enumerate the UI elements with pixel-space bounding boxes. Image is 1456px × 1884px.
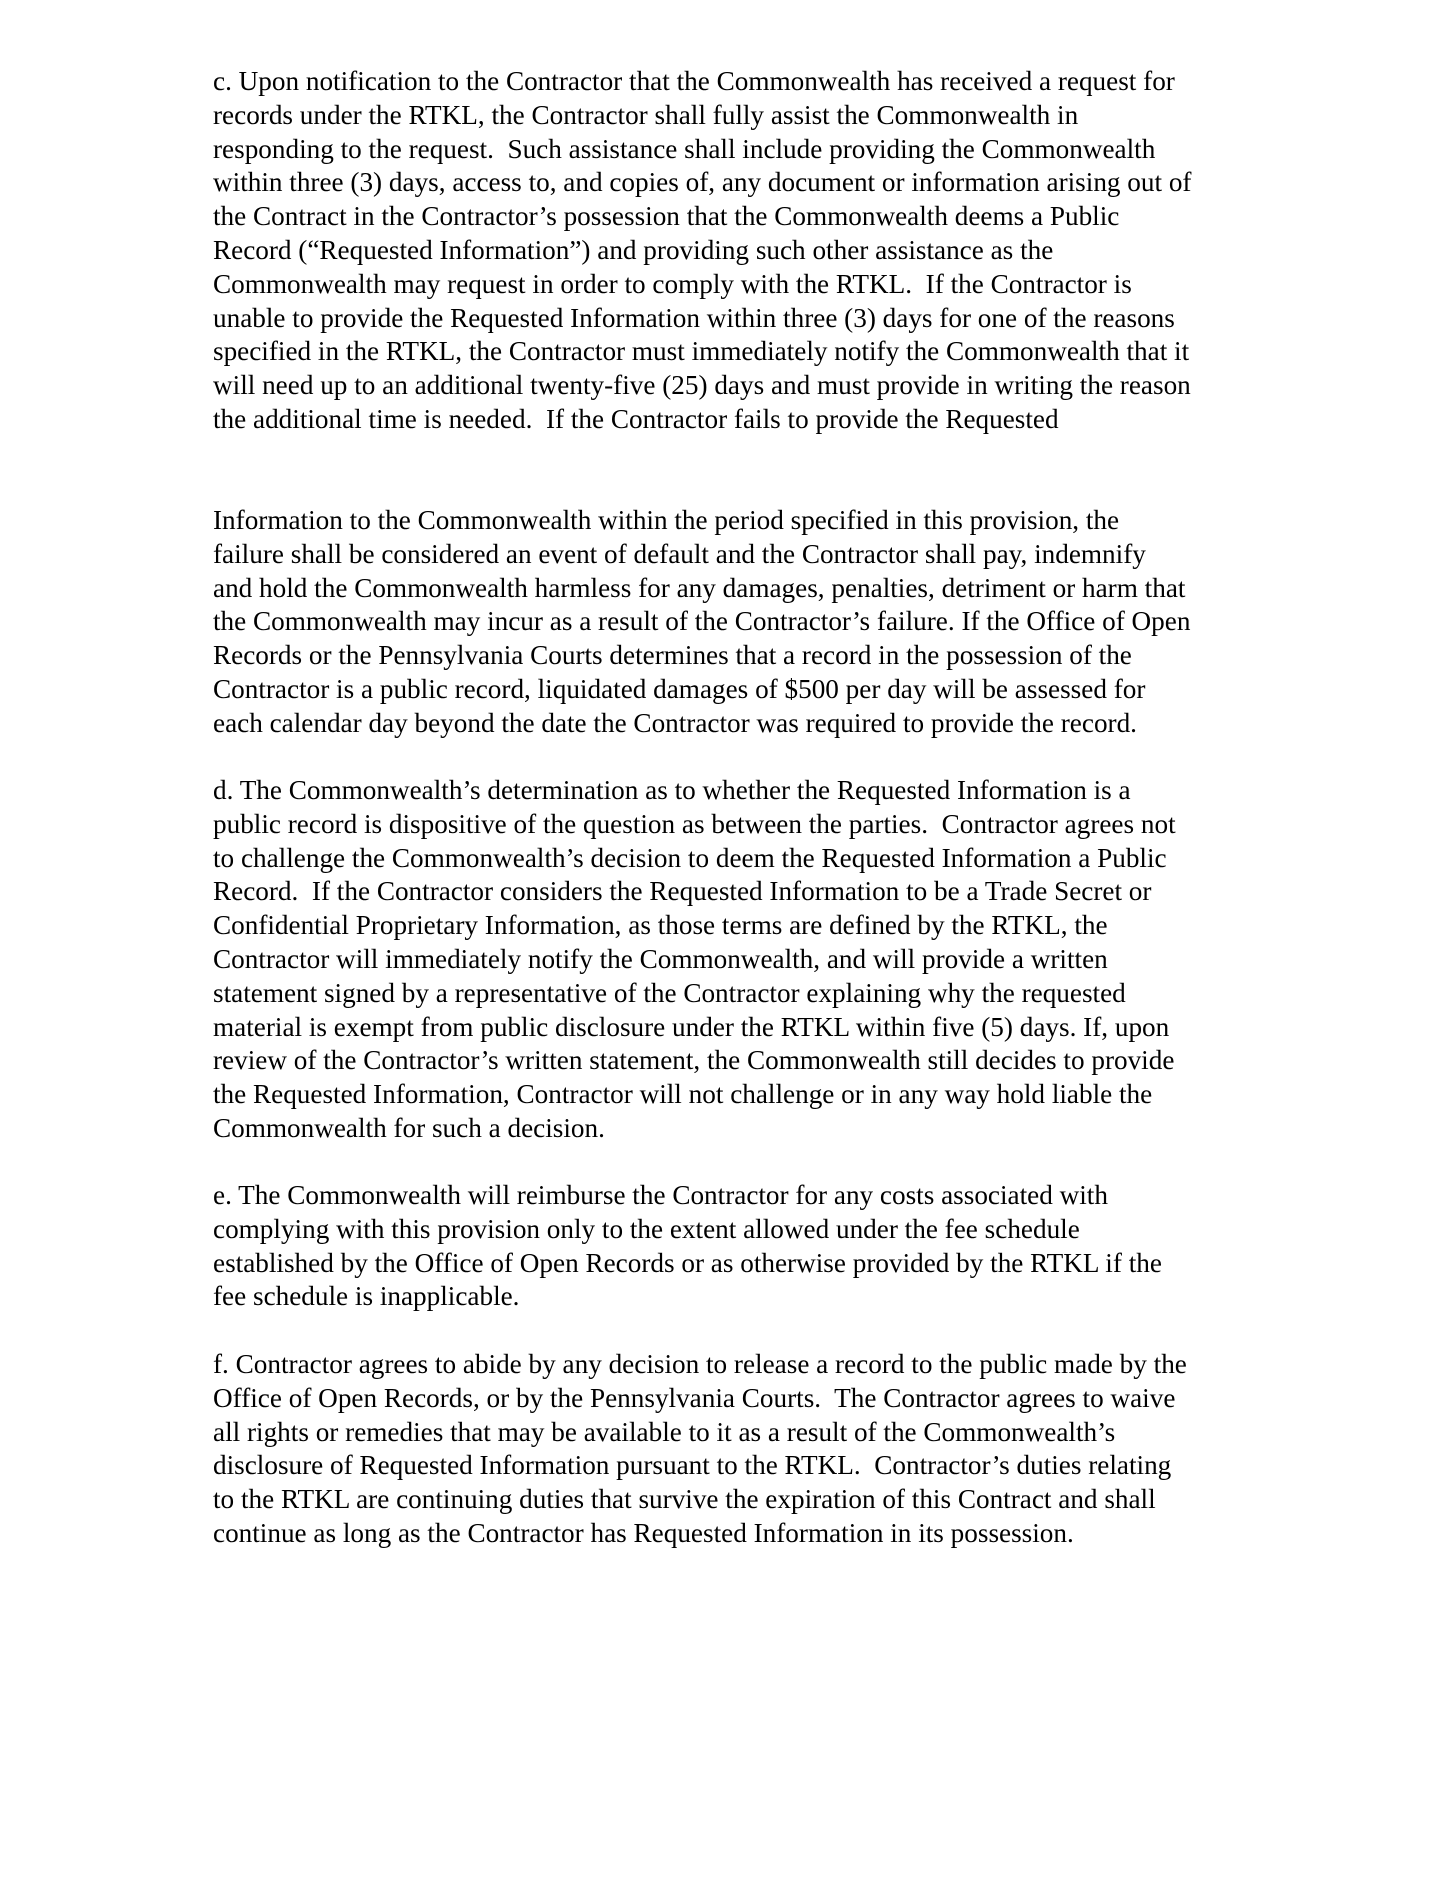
paragraph-line: Contractor will immediately notify the Commonwealth, and will provide a written <box>213 943 1108 974</box>
paragraph-line: Confidential Proprietary Information, as those terms are defined by the RTKL, the <box>213 910 1108 941</box>
paragraph-line: Records or the Pennsylvania Courts determines that a record in the possession of the <box>213 640 1132 671</box>
paragraph-line: complying with this provision only to the extent allowed under the fee schedule <box>213 1213 1080 1244</box>
paragraph-line: Record. If the Contractor considers the Requested Information to be a Trade Secret or <box>213 876 1152 907</box>
paragraph-line: continue as long as the Contractor has Requested Information in its possession. <box>213 1517 1074 1548</box>
paragraph-line: disclosure of Requested Information pursuant to the RTKL. Contractor’s duties relating <box>213 1450 1172 1481</box>
paragraph-line: c. Upon notification to the Contractor that the Commonwealth has received a request for <box>213 66 1175 96</box>
paragraph-line: the Requested Information, Contractor will not challenge or in any way hold liable the <box>213 1079 1153 1110</box>
paragraph-line: Record (“Requested Information”) and providing such other assistance as the <box>213 234 1054 265</box>
paragraph-f <box>213 1348 1253 1551</box>
paragraph-line: Office of Open Records, or by the Pennsylvania Courts. The Contractor agrees to waive <box>213 1382 1176 1413</box>
paragraph-line: public record is dispositive of the question as between the parties. Contractor agrees not <box>213 808 1176 839</box>
paragraph-line: failure shall be considered an event of default and the Contractor shall pay, indemnify <box>213 538 1146 569</box>
paragraph-line: Contractor is a public record, liquidated damages of $500 per day will be assessed for <box>213 673 1146 704</box>
paragraph-line: Commonwealth may request in order to comply with the RTKL. If the Contractor is <box>213 268 1132 299</box>
paragraph-e <box>213 1179 1253 1314</box>
paragraph-line: to the RTKL are continuing duties that survive the expiration of this Contract and shall <box>213 1484 1156 1515</box>
paragraph-line: f. Contractor agrees to abide by any decision to release a record to the public made by the <box>213 1349 1187 1379</box>
paragraph-line: Information to the Commonwealth within the period specified in this provision, the <box>213 505 1120 535</box>
paragraph-line: Commonwealth for such a decision. <box>213 1112 605 1143</box>
paragraph-c-continued <box>213 504 1253 741</box>
paragraph-line: specified in the RTKL, the Contractor must immediately notify the Commonwealth that it <box>213 336 1190 367</box>
paragraph-line: unable to provide the Requested Information within three (3) days for one of the reasons <box>213 302 1175 333</box>
paragraph-line: responding to the request. Such assistance shall include providing the Commonwealth <box>213 133 1156 164</box>
paragraph-c <box>213 65 1253 437</box>
paragraph-line: statement signed by a representative of the Contractor explaining why the requested <box>213 977 1126 1008</box>
paragraph-line: all rights or remedies that may be available to it as a result of the Commonwealth’s <box>213 1416 1116 1447</box>
paragraph-line: material is exempt from public disclosure under the RTKL within five (5) days. If, upon <box>213 1011 1170 1042</box>
paragraph-line: the Commonwealth may incur as a result of the Contractor’s failure. If the Office of Open <box>213 606 1191 637</box>
paragraph-line: will need up to an additional twenty-five (25) days and must provide in writing the reason <box>213 370 1191 401</box>
paragraph-line: each calendar day beyond the date the Contractor was required to provide the record. <box>213 707 1137 738</box>
paragraph-line: to challenge the Commonwealth’s decision to deem the Requested Information a Public <box>213 842 1167 873</box>
paragraph-line: the Contract in the Contractor’s possession that the Commonwealth deems a Public <box>213 201 1120 232</box>
paragraph-d <box>213 774 1253 1146</box>
paragraph-line: d. The Commonwealth’s determination as to whether the Requested Information is a <box>213 775 1131 805</box>
paragraph-line: and hold the Commonwealth harmless for any damages, penalties, detriment or harm that <box>213 572 1186 603</box>
paragraph-line: fee schedule is inapplicable. <box>213 1281 520 1312</box>
paragraph-line: e. The Commonwealth will reimburse the Contractor for any costs associated with <box>213 1180 1108 1210</box>
paragraph-line: review of the Contractor’s written statement, the Commonwealth still decides to provide <box>213 1045 1175 1076</box>
paragraph-line: established by the Office of Open Records or as otherwise provided by the RTKL if the <box>213 1247 1162 1278</box>
paragraph-line: within three (3) days, access to, and copies of, any document or information arising out of <box>213 167 1192 198</box>
paragraph-line: records under the RTKL, the Contractor shall fully assist the Commonwealth in <box>213 99 1079 130</box>
paragraph-line: the additional time is needed. If the Contractor fails to provide the Requested <box>213 403 1059 434</box>
